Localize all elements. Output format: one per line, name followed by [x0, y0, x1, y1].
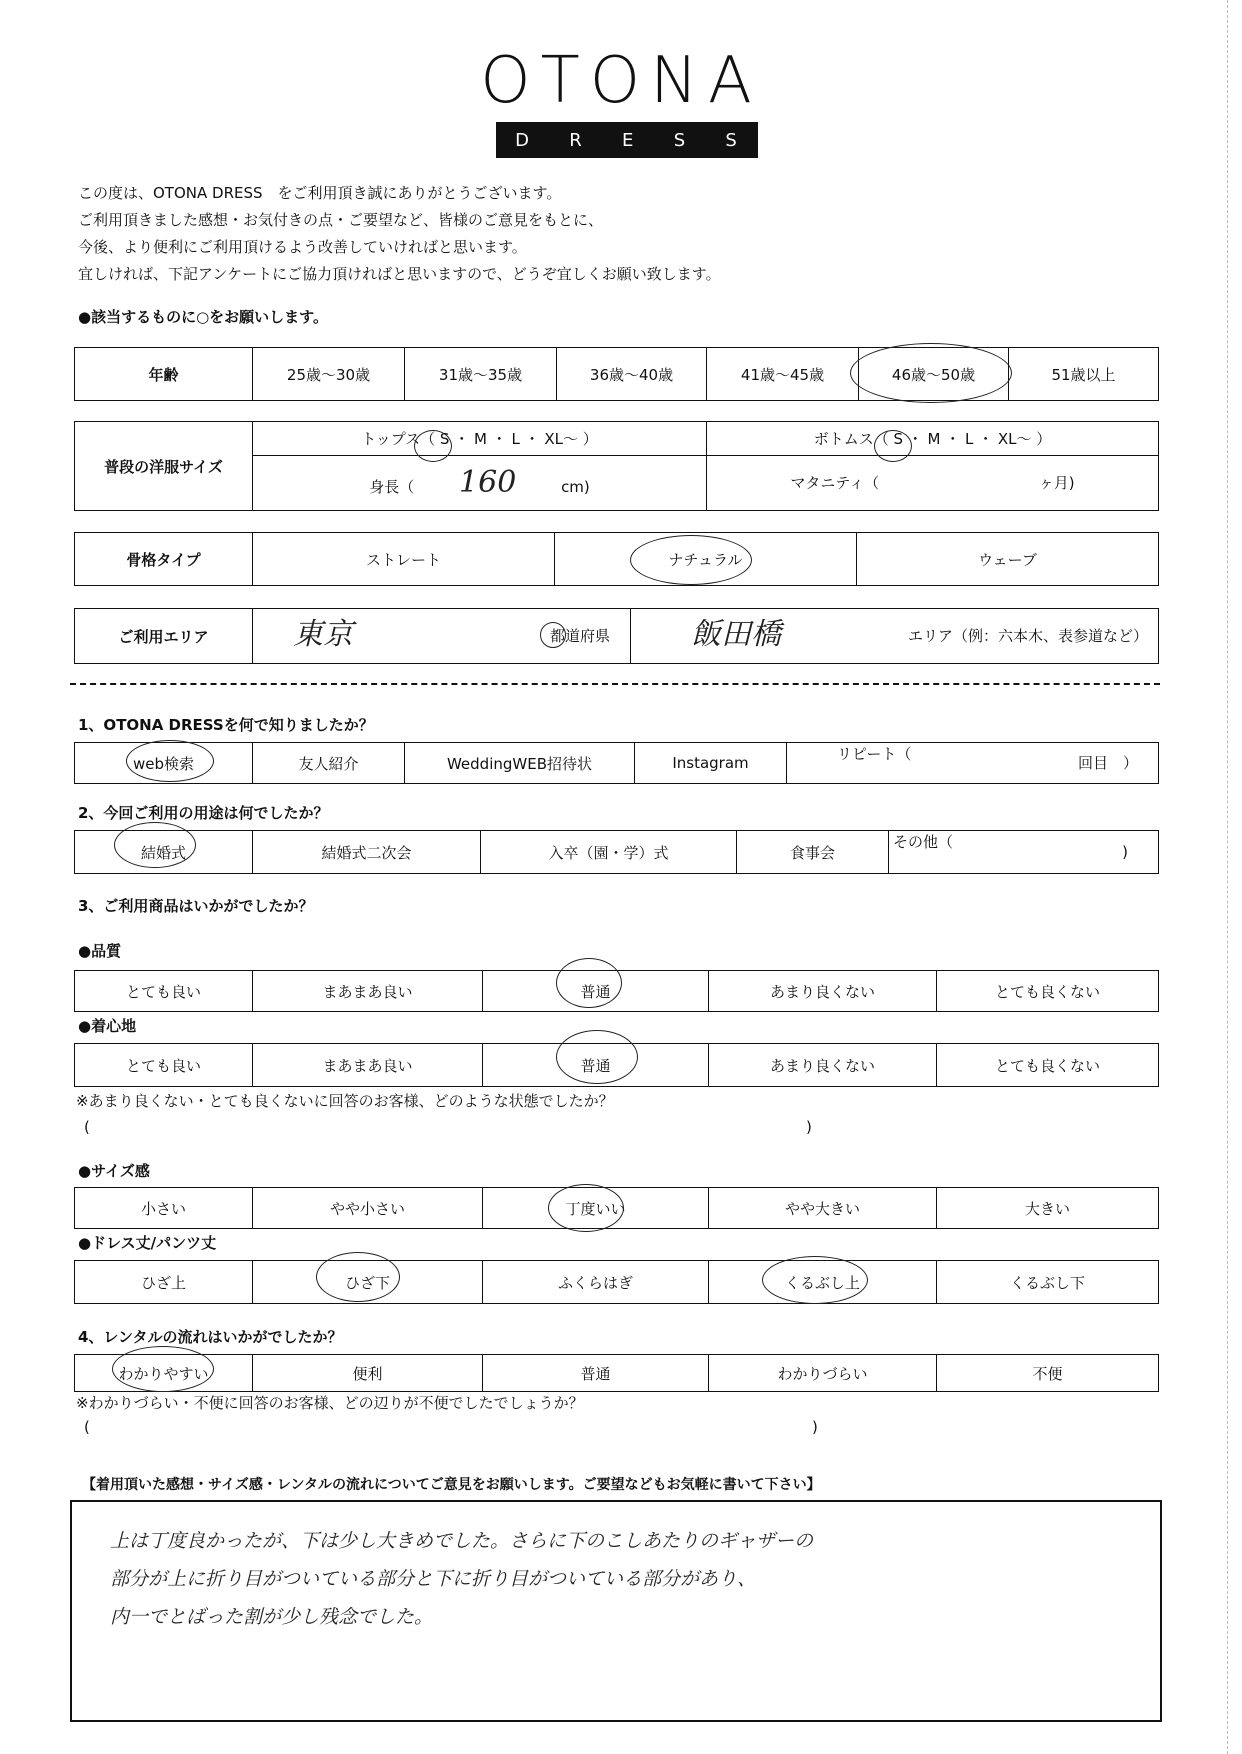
q2-option[interactable]: 結婚式二次会	[253, 831, 481, 874]
bottoms-size-options[interactable]: ボトムス（ S ・ M ・ L ・ XL～ ）	[707, 422, 1159, 456]
fit-option[interactable]: 大きい	[937, 1188, 1159, 1229]
age-option[interactable]: 31歳～35歳	[405, 348, 557, 401]
age-option[interactable]: 51歳以上	[1009, 348, 1159, 401]
flow-followup-note: ※わかりづらい・不便に回答のお客様、どの辺りが不便でしたでしょうか？	[76, 1394, 584, 1412]
comment-line: 上は丁度良かったが、下は少し大きめでした。さらに下のこしあたりのギャザーの	[110, 1530, 814, 1552]
page-edge-line	[1227, 0, 1228, 1754]
brand-logo-title: OTONA	[480, 44, 762, 118]
maternity-field[interactable]	[707, 455, 1159, 510]
area-label: ご利用エリア	[75, 609, 253, 664]
logo-letter: R	[569, 129, 584, 151]
logo-letter: S	[725, 129, 739, 151]
intro-text	[78, 180, 1128, 288]
comfort-label: ●着心地	[78, 1017, 137, 1035]
quality-table	[74, 970, 1159, 1012]
quality-option[interactable]: あまり良くない	[709, 971, 937, 1012]
maternity-unit: ヶ月)	[1038, 474, 1075, 493]
quality-label: ●品質	[78, 942, 122, 960]
skeleton-option[interactable]: ストレート	[253, 533, 555, 586]
age-option-selected[interactable]: 46歳～50歳	[859, 348, 1009, 401]
paren-open: (	[84, 1118, 90, 1136]
skeleton-table	[74, 532, 1159, 586]
paren-close: )	[812, 1418, 818, 1436]
age-option[interactable]: 41歳～45歳	[707, 348, 859, 401]
q3-title: 3、ご利用商品はいかがでしたか？	[78, 897, 314, 915]
comfort-option[interactable]: とても良い	[75, 1044, 253, 1087]
area-field[interactable]	[631, 609, 1159, 664]
logo-letter: E	[622, 129, 636, 151]
logo-letter: D	[515, 129, 531, 151]
length-option[interactable]: くるぶし下	[937, 1261, 1159, 1304]
area-table	[74, 608, 1159, 664]
q4-option[interactable]: 普通	[483, 1355, 709, 1392]
comment-line: 内一でとばった割が少し残念でした。	[110, 1606, 434, 1628]
comment-line: 部分が上に折り目がついている部分と下に折り目がついている部分があり、	[110, 1568, 757, 1590]
skeleton-label: 骨格タイプ	[75, 533, 253, 586]
fit-option[interactable]: 小さい	[75, 1188, 253, 1229]
height-label: 身長（	[369, 478, 415, 497]
fit-table	[74, 1187, 1159, 1229]
paren-close: )	[806, 1118, 812, 1136]
q2-option-other[interactable]	[889, 831, 1159, 874]
prefecture-value: 東京	[293, 617, 353, 652]
quality-followup-note: ※あまり良くない・とても良くないに回答のお客様、どのような状態でしたか？	[76, 1092, 614, 1110]
age-label: 年齢	[75, 348, 253, 401]
age-option[interactable]: 25歳～30歳	[253, 348, 405, 401]
fit-option[interactable]: やや大きい	[709, 1188, 937, 1229]
maternity-label: マタニティ（	[790, 474, 880, 493]
q2-option[interactable]: 食事会	[737, 831, 889, 874]
q1-table	[74, 742, 1159, 784]
q1-option-selected[interactable]: web検索	[75, 743, 253, 784]
quality-option[interactable]: とても良い	[75, 971, 253, 1012]
q2-table	[74, 830, 1159, 874]
intro-line: ご利用頂きました感想・お気付きの点・ご要望など、皆様のご意見をもとに、	[78, 211, 604, 229]
q2-option[interactable]: 入卒（園・学）式	[481, 831, 737, 874]
q4-option[interactable]: 不便	[937, 1355, 1159, 1392]
tops-size-options[interactable]: トップス（ S ・ M ・ L ・ XL～ ）	[253, 422, 707, 456]
q1-option[interactable]: 友人紹介	[253, 743, 405, 784]
repeat-count-label: 回目 ）	[1077, 754, 1138, 772]
comfort-option[interactable]: まあまあ良い	[253, 1044, 483, 1087]
length-label: ●ドレス丈/パンツ丈	[78, 1234, 217, 1252]
fit-label: ●サイズ感	[78, 1162, 150, 1180]
comfort-table	[74, 1043, 1159, 1087]
area-value: 飯田橋	[691, 617, 781, 652]
q1-title: 1、OTONA DRESSを何で知りましたか？	[78, 716, 374, 734]
quality-option[interactable]: とても良くない	[937, 971, 1159, 1012]
paren-open: (	[84, 1418, 90, 1436]
prefecture-label: 都道府県	[549, 627, 610, 645]
size-table	[74, 421, 1159, 511]
section-divider	[70, 683, 1160, 685]
fit-option-selected[interactable]: 丁度いい	[483, 1188, 709, 1229]
q4-title: 4、レンタルの流れはいかがでしたか？	[78, 1328, 343, 1346]
quality-option[interactable]: まあまあ良い	[253, 971, 483, 1012]
q1-option[interactable]: Instagram	[635, 743, 787, 784]
intro-line: 宜しければ、下記アンケートにご協力頂ければと思いますので、どうぞ宜しくお願い致します。	[78, 265, 721, 283]
q1-option[interactable]: WeddingWEB招待状	[405, 743, 635, 784]
q4-option-selected[interactable]: わかりやすい	[75, 1355, 253, 1392]
q1-option-repeat[interactable]	[787, 743, 1159, 784]
comments-heading: 【着用頂いた感想・サイズ感・レンタルの流れについてご意見をお願いします。ご要望などもお気軽に書いて下さい】	[82, 1477, 821, 1493]
comments-box[interactable]	[70, 1500, 1162, 1722]
q4-table	[74, 1354, 1159, 1392]
size-label: 普段の洋服サイズ	[75, 422, 253, 511]
other-close: )	[1122, 843, 1128, 861]
age-option[interactable]: 36歳～40歳	[557, 348, 707, 401]
repeat-label: リピート（	[837, 745, 912, 763]
quality-option-selected[interactable]: 普通	[483, 971, 709, 1012]
height-field[interactable]	[253, 455, 707, 510]
other-label: その他（	[893, 833, 954, 851]
brand-logo-subtitle	[496, 122, 758, 158]
age-table	[74, 347, 1159, 401]
height-value: 160	[459, 465, 517, 501]
comfort-option[interactable]: とても良くない	[937, 1044, 1159, 1087]
q4-option[interactable]: 便利	[253, 1355, 483, 1392]
length-option-selected[interactable]: ひざ下	[253, 1261, 483, 1304]
skeleton-option-selected[interactable]: ナチュラル	[555, 533, 857, 586]
skeleton-option[interactable]: ウェーブ	[857, 533, 1159, 586]
length-table	[74, 1260, 1159, 1304]
area-example-label: エリア（例：六本木、表参道など）	[907, 627, 1148, 645]
intro-line: 今後、より便利にご利用頂けるよう改善していければと思います。	[78, 238, 527, 256]
instruction-text: ●該当するものに○をお願いします。	[78, 308, 328, 326]
logo-letter: S	[673, 129, 688, 151]
length-option[interactable]: ひざ上	[75, 1261, 253, 1304]
comfort-option-selected[interactable]: 普通	[483, 1044, 709, 1087]
q2-title: 2、今回ご利用の用途は何でしたか？	[78, 804, 329, 822]
length-option[interactable]: ふくらはぎ	[483, 1261, 709, 1304]
length-option-selected[interactable]: くるぶし上	[709, 1261, 937, 1304]
comfort-option[interactable]: あまり良くない	[709, 1044, 937, 1087]
fit-option[interactable]: やや小さい	[253, 1188, 483, 1229]
q4-option[interactable]: わかりづらい	[709, 1355, 937, 1392]
intro-line: この度は、OTONA DRESS をご利用頂き誠にありがとうございます。	[78, 184, 562, 202]
q2-option-selected[interactable]: 結婚式	[75, 831, 253, 874]
height-unit: cm)	[561, 478, 590, 497]
prefecture-field[interactable]	[253, 609, 631, 664]
